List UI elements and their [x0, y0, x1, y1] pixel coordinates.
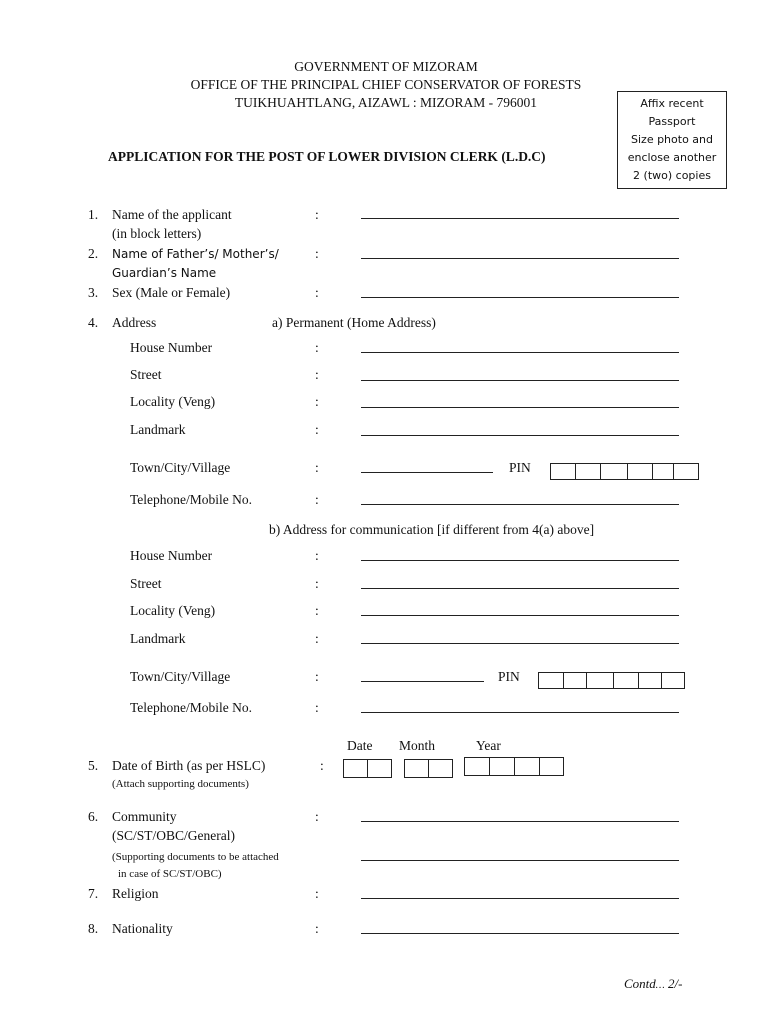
label-community-note: (Supporting documents to be attached: [112, 851, 279, 863]
header-address: TUIKHUAHTLANG, AIZAWL : MIZORAM - 796001: [234, 95, 538, 110]
communication-pin-boxes[interactable]: [538, 672, 685, 689]
dob-month-boxes[interactable]: [404, 759, 453, 778]
nationality-field[interactable]: [361, 933, 679, 934]
label-address: Address: [112, 315, 157, 330]
colon: :: [320, 758, 324, 773]
communication-street-field[interactable]: [361, 588, 679, 589]
label-applicant-name: Name of the applicant: [112, 207, 232, 222]
label-block-letters: (in block letters): [112, 226, 202, 241]
permanent-town-field[interactable]: [361, 472, 493, 473]
permanent-pin-boxes[interactable]: [550, 463, 699, 480]
colon: :: [315, 603, 319, 618]
item-number: 5.: [88, 758, 99, 773]
item-number: 6.: [88, 809, 99, 824]
colon: :: [315, 700, 319, 715]
label-street: Street: [130, 576, 162, 591]
label-guardian-name-cont: Guardian’s Name: [112, 266, 217, 280]
label-religion: Religion: [112, 886, 159, 901]
label-year: Year: [476, 738, 501, 753]
permanent-locality-field[interactable]: [361, 407, 679, 408]
religion-field[interactable]: [361, 898, 679, 899]
label-landmark: Landmark: [130, 422, 186, 437]
sex-field[interactable]: [361, 297, 679, 298]
header-office: OFFICE OF THE PRINCIPAL CHIEF CONSERVATOR OF FORESTS: [190, 77, 582, 92]
label-date: Date: [347, 738, 373, 753]
colon: :: [315, 576, 319, 591]
dob-date-boxes[interactable]: [343, 759, 392, 778]
continued-note: [624, 976, 682, 992]
item-number: 4.: [88, 315, 99, 330]
label-nationality: Nationality: [112, 921, 173, 936]
colon: :: [315, 492, 319, 507]
label-street: Street: [130, 367, 162, 382]
photo-box-line: 2 (two) copies: [633, 169, 711, 182]
colon: :: [315, 669, 319, 684]
permanent-landmark-field[interactable]: [361, 435, 679, 436]
photo-box-line: enclose another: [627, 151, 717, 164]
colon: :: [315, 340, 319, 355]
label-pin: PIN: [509, 460, 531, 475]
label-community-note-cont: in case of SC/ST/OBC): [118, 868, 222, 880]
label-locality: Locality (Veng): [130, 603, 216, 618]
item-number: 3.: [88, 285, 99, 300]
colon: :: [315, 548, 319, 563]
label-permanent-address: a) Permanent (Home Address): [272, 315, 436, 330]
colon: :: [315, 394, 319, 409]
colon: :: [315, 207, 319, 222]
header-government: GOVERNMENT OF MIZORAM: [294, 59, 478, 74]
colon: :: [315, 422, 319, 437]
colon: :: [315, 285, 319, 300]
contd-page: 2/-: [664, 976, 683, 991]
item-number: 7.: [88, 886, 99, 901]
dob-year-boxes[interactable]: [464, 757, 564, 776]
label-town: Town/City/Village: [130, 460, 231, 475]
permanent-street-field[interactable]: [361, 380, 679, 381]
label-community-categories: (SC/ST/OBC/General): [112, 828, 235, 843]
label-telephone: Telephone/Mobile No.: [130, 700, 253, 715]
label-month: Month: [399, 738, 436, 753]
label-telephone: Telephone/Mobile No.: [130, 492, 253, 507]
photo-box-line: Size photo and: [631, 133, 713, 146]
communication-locality-field[interactable]: [361, 615, 679, 616]
label-dob-note: (Attach supporting documents): [112, 778, 249, 790]
photo-box: [617, 91, 727, 189]
item-number: 8.: [88, 921, 99, 936]
label-community: Community: [112, 809, 177, 824]
label-landmark: Landmark: [130, 631, 186, 646]
permanent-telephone-field[interactable]: [361, 504, 679, 505]
colon: :: [315, 631, 319, 646]
permanent-house-number-field[interactable]: [361, 352, 679, 353]
label-pin: PIN: [498, 669, 520, 684]
item-number: 2.: [88, 246, 99, 261]
photo-box-line: Affix recent: [640, 97, 704, 110]
communication-house-number-field[interactable]: [361, 560, 679, 561]
label-town: Town/City/Village: [130, 669, 231, 684]
colon: :: [315, 460, 319, 475]
communication-landmark-field[interactable]: [361, 643, 679, 644]
label-house-number: House Number: [130, 548, 213, 563]
colon: :: [315, 246, 319, 261]
colon: :: [315, 367, 319, 382]
label-guardian-name: Name of Father’s/ Mother’s/: [112, 247, 279, 261]
form-title: APPLICATION FOR THE POST OF LOWER DIVISION CLERK (L.D.C): [108, 149, 546, 164]
colon: :: [315, 886, 319, 901]
contd-text: Contd: [624, 976, 656, 991]
communication-town-field[interactable]: [361, 681, 484, 682]
guardian-name-field[interactable]: [361, 258, 679, 259]
photo-box-line: Passport: [648, 115, 696, 128]
item-number: 1.: [88, 207, 99, 222]
colon: :: [315, 921, 319, 936]
communication-telephone-field[interactable]: [361, 712, 679, 713]
label-locality: Locality (Veng): [130, 394, 216, 409]
label-date-of-birth: Date of Birth (as per HSLC): [112, 758, 266, 773]
community-documents-field[interactable]: [361, 860, 679, 861]
community-field[interactable]: [361, 821, 679, 822]
applicant-name-field[interactable]: [361, 218, 679, 219]
label-sex: Sex (Male or Female): [112, 285, 231, 300]
label-communication-address: b) Address for communication [if different from 4(a) above]: [269, 522, 595, 537]
label-house-number: House Number: [130, 340, 213, 355]
contd-dots: …: [655, 980, 665, 991]
colon: :: [315, 809, 319, 824]
